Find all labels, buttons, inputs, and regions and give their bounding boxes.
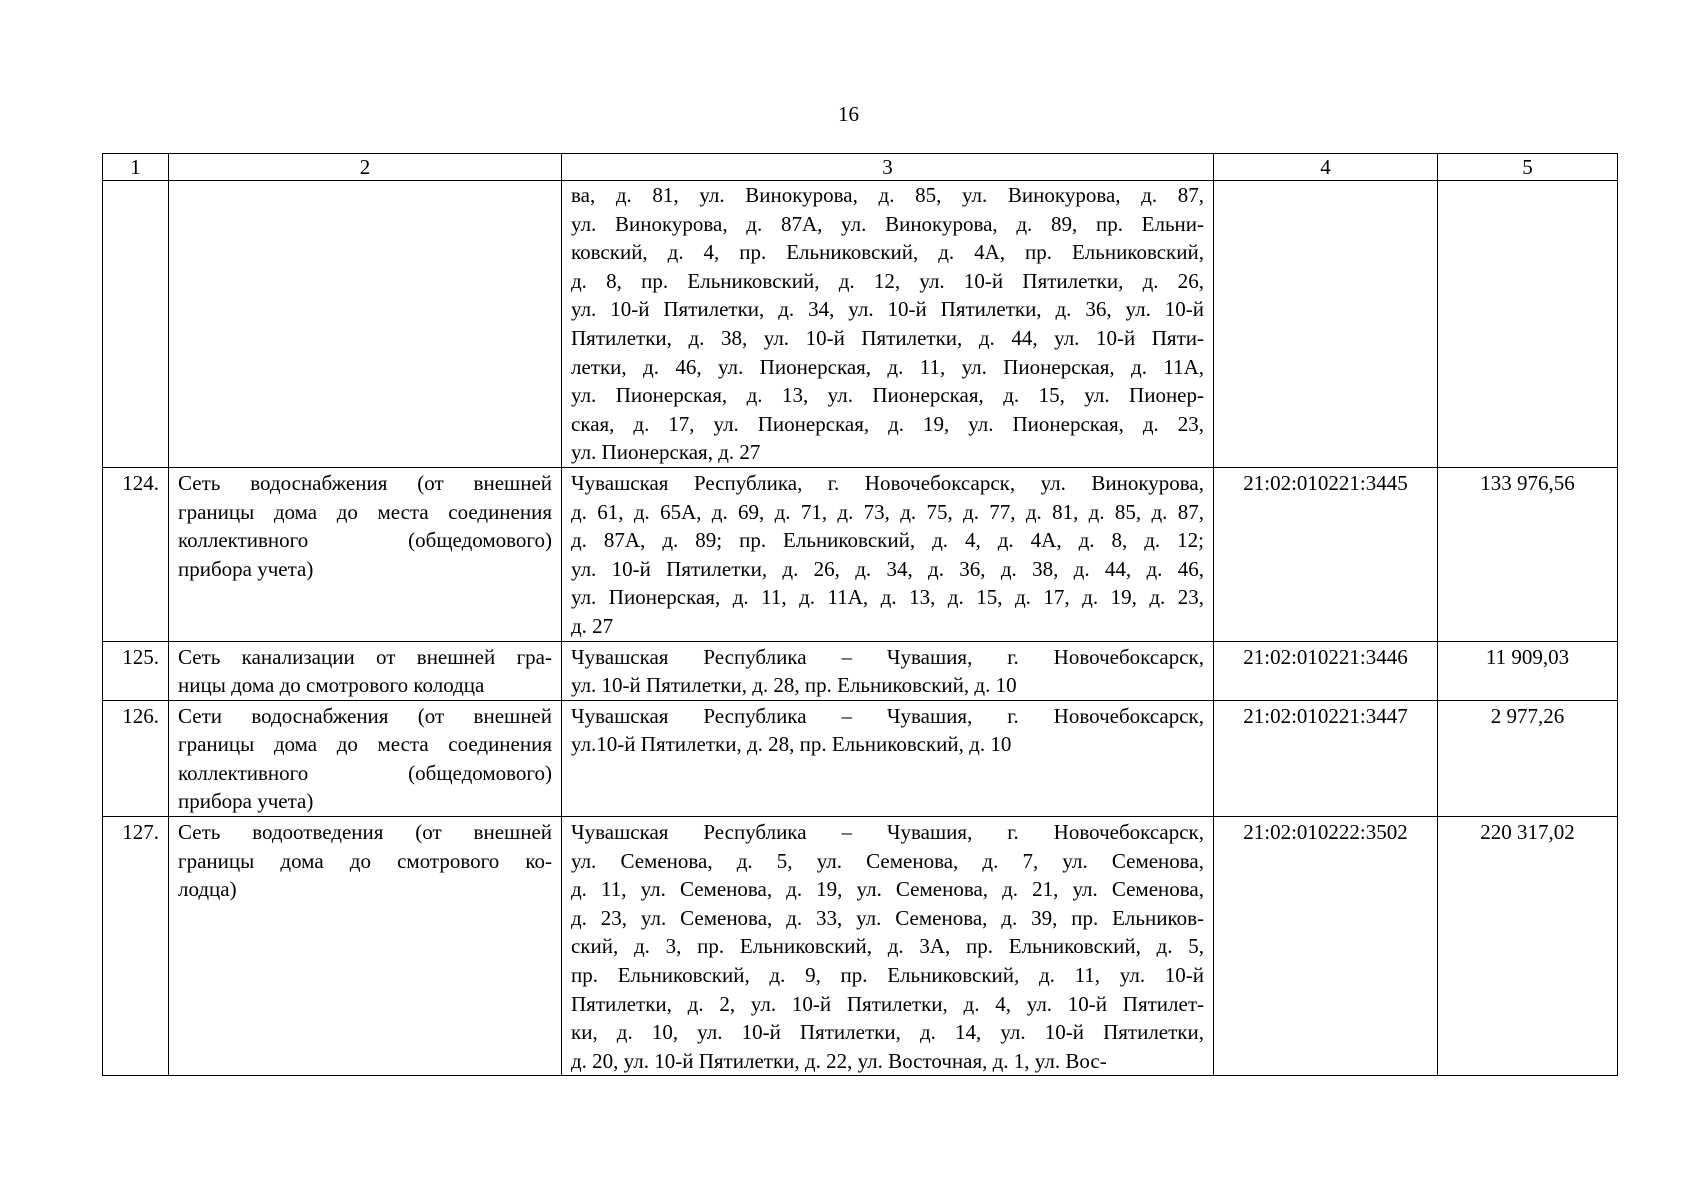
text-line: д. 87А, д. 89; пр. Ельниковский, д. 4, д. 4А, д. 8, д. 12; — [571, 528, 1204, 553]
value-cell: 11 909,03 — [1438, 641, 1618, 700]
object-name-cell — [169, 700, 562, 816]
column-header-3: 3 — [562, 154, 1214, 181]
text-line: Чувашская Республика – Чувашия, г. Новочебоксарск, — [571, 703, 1204, 728]
text-line: границы дома до смотрового ко- — [178, 848, 552, 873]
property-table — [102, 153, 1618, 1076]
table-row-continuation — [103, 181, 1618, 468]
column-header-5: 5 — [1438, 154, 1618, 181]
text-line: Сеть водоснабжения (от внешней — [178, 470, 552, 495]
value-cell: 133 976,56 — [1438, 467, 1618, 641]
row-number-cell — [103, 181, 169, 468]
text-line: д. 23, ул. Семенова, д. 33, ул. Семенова, д. 39, пр. Ельников- — [571, 905, 1204, 930]
address-cell — [562, 181, 1214, 468]
table-row — [103, 700, 1618, 816]
text-line: коллективного (общедомового) — [178, 528, 552, 553]
object-name-cell — [169, 181, 562, 468]
cadastral-number-cell: 21:02:010221:3446 — [1214, 641, 1438, 700]
cadastral-number-cell — [1214, 181, 1438, 468]
column-header-1: 1 — [103, 154, 169, 181]
text-line: Пятилетки, д. 38, ул. 10-й Пятилетки, д. 44, ул. 10-й Пяти- — [571, 325, 1204, 350]
text-line: Пятилетки, д. 2, ул. 10-й Пятилетки, д. 4, ул. 10-й Пятилет- — [571, 991, 1204, 1016]
text-line: Чувашская Республика – Чувашия, г. Новочебоксарск, — [571, 644, 1204, 669]
object-name-cell — [169, 467, 562, 641]
text-line: д. 20, ул. 10-й Пятилетки, д. 22, ул. Восточная, д. 1, ул. Вос- — [571, 1048, 1107, 1073]
row-number-cell: 127. — [103, 817, 169, 1076]
text-line: Чувашская Республика – Чувашия, г. Новочебоксарск, — [571, 820, 1204, 845]
object-name-cell — [169, 641, 562, 700]
text-line: ская, д. 17, ул. Пионерская, д. 19, ул. Пионерская, д. 23, — [571, 411, 1204, 436]
row-number-cell: 124. — [103, 467, 169, 641]
value-cell: 220 317,02 — [1438, 817, 1618, 1076]
text-line: ул. 10-й Пятилетки, д. 28, пр. Ельниковский, д. 10 — [571, 673, 1017, 698]
text-line: ва, д. 81, ул. Винокурова, д. 85, ул. Винокурова, д. 87, — [571, 183, 1204, 207]
cadastral-number-cell: 21:02:010221:3447 — [1214, 700, 1438, 816]
text-line: летки, д. 46, ул. Пионерская, д. 11, ул. Пионерская, д. 11А, — [571, 354, 1204, 379]
text-line: ул. Пионерская, д. 11, д. 11А, д. 13, д. 15, д. 17, д. 19, д. 23, — [571, 585, 1204, 610]
column-header-4: 4 — [1214, 154, 1438, 181]
text-line: д. 11, ул. Семенова, д. 19, ул. Семенова, д. 21, ул. Семенова, — [571, 877, 1204, 902]
address-cell — [562, 700, 1214, 816]
column-header-2: 2 — [169, 154, 562, 181]
text-line: Сети водоснабжения (от внешней — [178, 703, 552, 728]
text-line: границы дома до места соединения — [178, 732, 552, 757]
text-line: ский, д. 3, пр. Ельниковский, д. 3А, пр. Ельниковский, д. 5, — [571, 934, 1204, 959]
text-line: прибора учета) — [178, 556, 314, 581]
text-line: Сеть канализации от внешней гра- — [178, 644, 552, 669]
text-line: границы дома до места соединения — [178, 499, 552, 524]
text-line: д. 61, д. 65А, д. 69, д. 71, д. 73, д. 75, д. 77, д. 81, д. 85, д. 87, — [571, 499, 1204, 524]
text-line: д. 27 — [571, 613, 614, 638]
text-line: Чувашская Республика, г. Новочебоксарск, ул. Винокурова, — [571, 470, 1204, 495]
text-line: д. 8, пр. Ельниковский, д. 12, ул. 10-й Пятилетки, д. 26, — [571, 268, 1204, 293]
object-name-cell — [169, 817, 562, 1076]
text-line: ул. Пионерская, д. 27 — [571, 440, 761, 465]
text-line: ул.10-й Пятилетки, д. 28, пр. Ельниковский, д. 10 — [571, 732, 1012, 757]
text-line: Сеть водоотведения (от внешней — [178, 820, 552, 845]
address-cell — [562, 641, 1214, 700]
table-row — [103, 641, 1618, 700]
text-line: лодца) — [178, 877, 237, 902]
text-line: прибора учета) — [178, 789, 314, 814]
text-line: ул. 10-й Пятилетки, д. 26, д. 34, д. 36, д. 38, д. 44, д. 46, — [571, 556, 1204, 581]
value-cell — [1438, 181, 1618, 468]
table-header-row — [103, 154, 1618, 181]
text-line: ул. Пионерская, д. 13, ул. Пионерская, д. 15, ул. Пионер- — [571, 383, 1204, 408]
text-line: ул. Винокурова, д. 87А, ул. Винокурова, д. 89, пр. Ельни- — [571, 211, 1204, 236]
text-line: ки, д. 10, ул. 10-й Пятилетки, д. 14, ул. 10-й Пятилетки, — [571, 1020, 1204, 1045]
text-line: ул. 10-й Пятилетки, д. 34, ул. 10-й Пятилетки, д. 36, ул. 10-й — [571, 297, 1204, 322]
cadastral-number-cell: 21:02:010221:3445 — [1214, 467, 1438, 641]
address-cell — [562, 817, 1214, 1076]
value-cell: 2 977,26 — [1438, 700, 1618, 816]
address-cell — [562, 467, 1214, 641]
page-number: 16 — [838, 102, 859, 126]
table-row — [103, 817, 1618, 1076]
text-line: ул. Семенова, д. 5, ул. Семенова, д. 7, ул. Семенова, — [571, 848, 1204, 873]
text-line: ковский, д. 4, пр. Ельниковский, д. 4А, пр. Ельниковский, — [571, 240, 1204, 265]
cadastral-number-cell: 21:02:010222:3502 — [1214, 817, 1438, 1076]
row-number-cell: 126. — [103, 700, 169, 816]
row-number-cell: 125. — [103, 641, 169, 700]
text-line: ницы дома до смотрового колодца — [178, 673, 485, 698]
text-line: коллективного (общедомового) — [178, 760, 552, 785]
table-row — [103, 467, 1618, 641]
text-line: пр. Ельниковский, д. 9, пр. Ельниковский, д. 11, ул. 10-й — [571, 963, 1204, 988]
